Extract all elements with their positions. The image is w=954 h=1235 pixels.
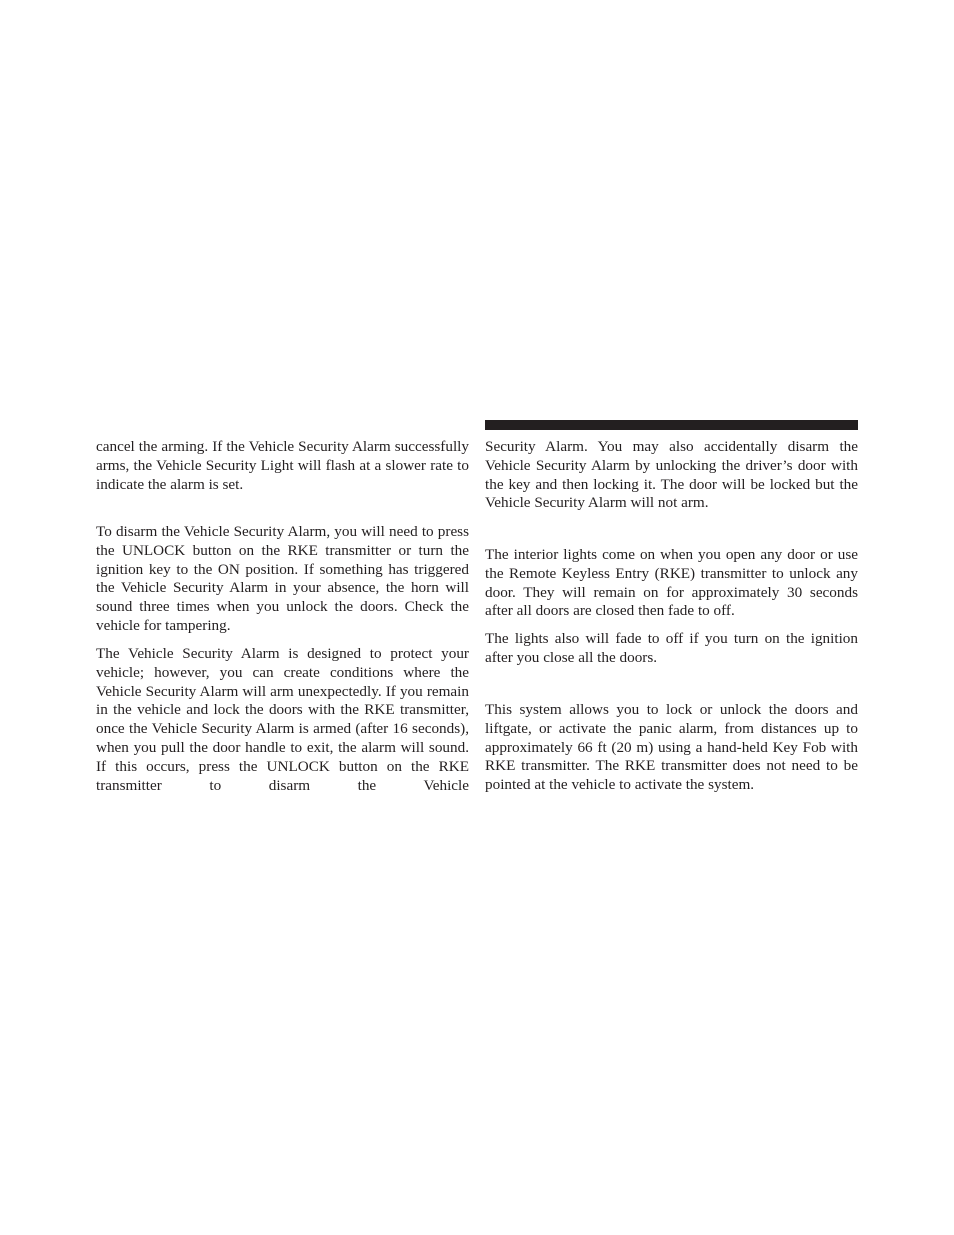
paragraph-disarm-instructions: To disarm the Vehicle Security Alarm, you will need to press the UNLOCK button on the RKE transmitter or turn the ignition key to the ON position. If something has triggered the Vehicle Security Alarm in your absence, the horn will sound three times when you unlock the doors. Check the vehicle for tampering. xyxy=(96,523,469,634)
paragraph-rke-system: This system allows you to lock or unlock the doors and liftgate, or activate the panic alarm, from distances up to approximately 66 ft (20 m) using a hand-held Key Fob with RKE transmitter. The RKE transmitter does not need to be pointed at the vehicle to activate the system. xyxy=(485,701,858,794)
paragraph-accidental-disarm: Security Alarm. You may also accidentally disarm the Vehicle Security Alarm by unlocking the driver’s door with the key and then locking it. The door will be locked but the Vehicle Security Alarm will not arm. xyxy=(485,438,858,512)
header-rule xyxy=(485,420,858,430)
paragraph-illuminated-entry: The interior lights come on when you open any door or use the Remote Keyless Entry (RKE) transmitter to unlock any door. They will remain on for approximately 30 seconds after all doors are closed then fade to off. xyxy=(485,546,858,620)
paragraph-lights-fade: The lights also will fade to off if you turn on the ignition after you close all the doors. xyxy=(485,630,858,666)
paragraph-arming-confirmation: cancel the arming. If the Vehicle Security Alarm successfully arms, the Vehicle Security Light will flash at a slower rate to indicate the alarm is set. xyxy=(96,438,469,493)
paragraph-unexpected-arming: The Vehicle Security Alarm is designed to protect your vehicle; however, you can create conditions where the Vehicle Security Alarm will arm unexpectedly. If you remain in the vehicle and lock the doors with the RKE transmitter, once the Vehicle Security Alarm is armed (after 16 seconds), when you pull the door handle to exit, the alarm will sound. If this occurs, press the UNLOCK button on the RKE transmitter to disarm the Vehicle xyxy=(96,645,469,794)
